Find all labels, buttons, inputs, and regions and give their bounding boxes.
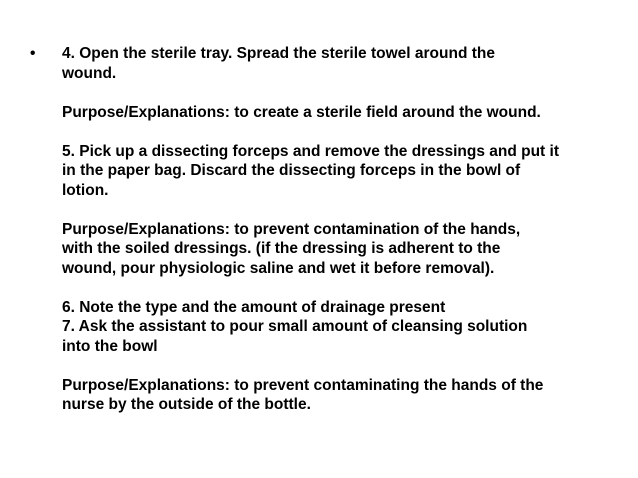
spacer [62,122,622,142]
spacer [62,83,622,103]
step-5-line-1: 5. Pick up a dissecting forceps and remove the dressings and put it [62,142,559,160]
spacer [62,278,622,298]
step-5-purpose-line-2: with the soiled dressings. (if the dressing is adherent to the [62,240,501,257]
step-4-line-1: 4. Open the sterile tray. Spread the sterile towel around the [62,45,495,62]
step-5-purpose-line-3: wound, pour physiologic saline and wet it before removal). [62,259,495,277]
step-4-line-2: wound. [62,64,117,82]
bullet-list-item [32,44,622,415]
spacer [62,200,622,220]
bullet-content [62,44,622,415]
step-7-purpose-line-2: nurse by the outside of the bottle. [62,396,311,413]
step-6: 6. Note the type and the amount of drainage present [62,298,446,316]
step-7-purpose-line-1: Purpose/Explanations: to prevent contaminating the hands of the [62,376,544,394]
step-7-line-1: 7. Ask the assistant to pour small amount of cleansing solution [62,318,528,335]
step-5-line-2: in the paper bag. Discard the dissecting forceps in the bowl of [62,162,521,179]
step-5-line-3: lotion. [62,181,109,199]
step-4-purpose: Purpose/Explanations: to create a sterile field around the wound. [62,103,541,121]
spacer [62,356,622,376]
step-5-purpose-line-1: Purpose/Explanations: to prevent contamination of the hands, [62,220,521,238]
step-7-line-2: into the bowl [62,337,158,355]
bullet-dot: • [30,45,36,62]
